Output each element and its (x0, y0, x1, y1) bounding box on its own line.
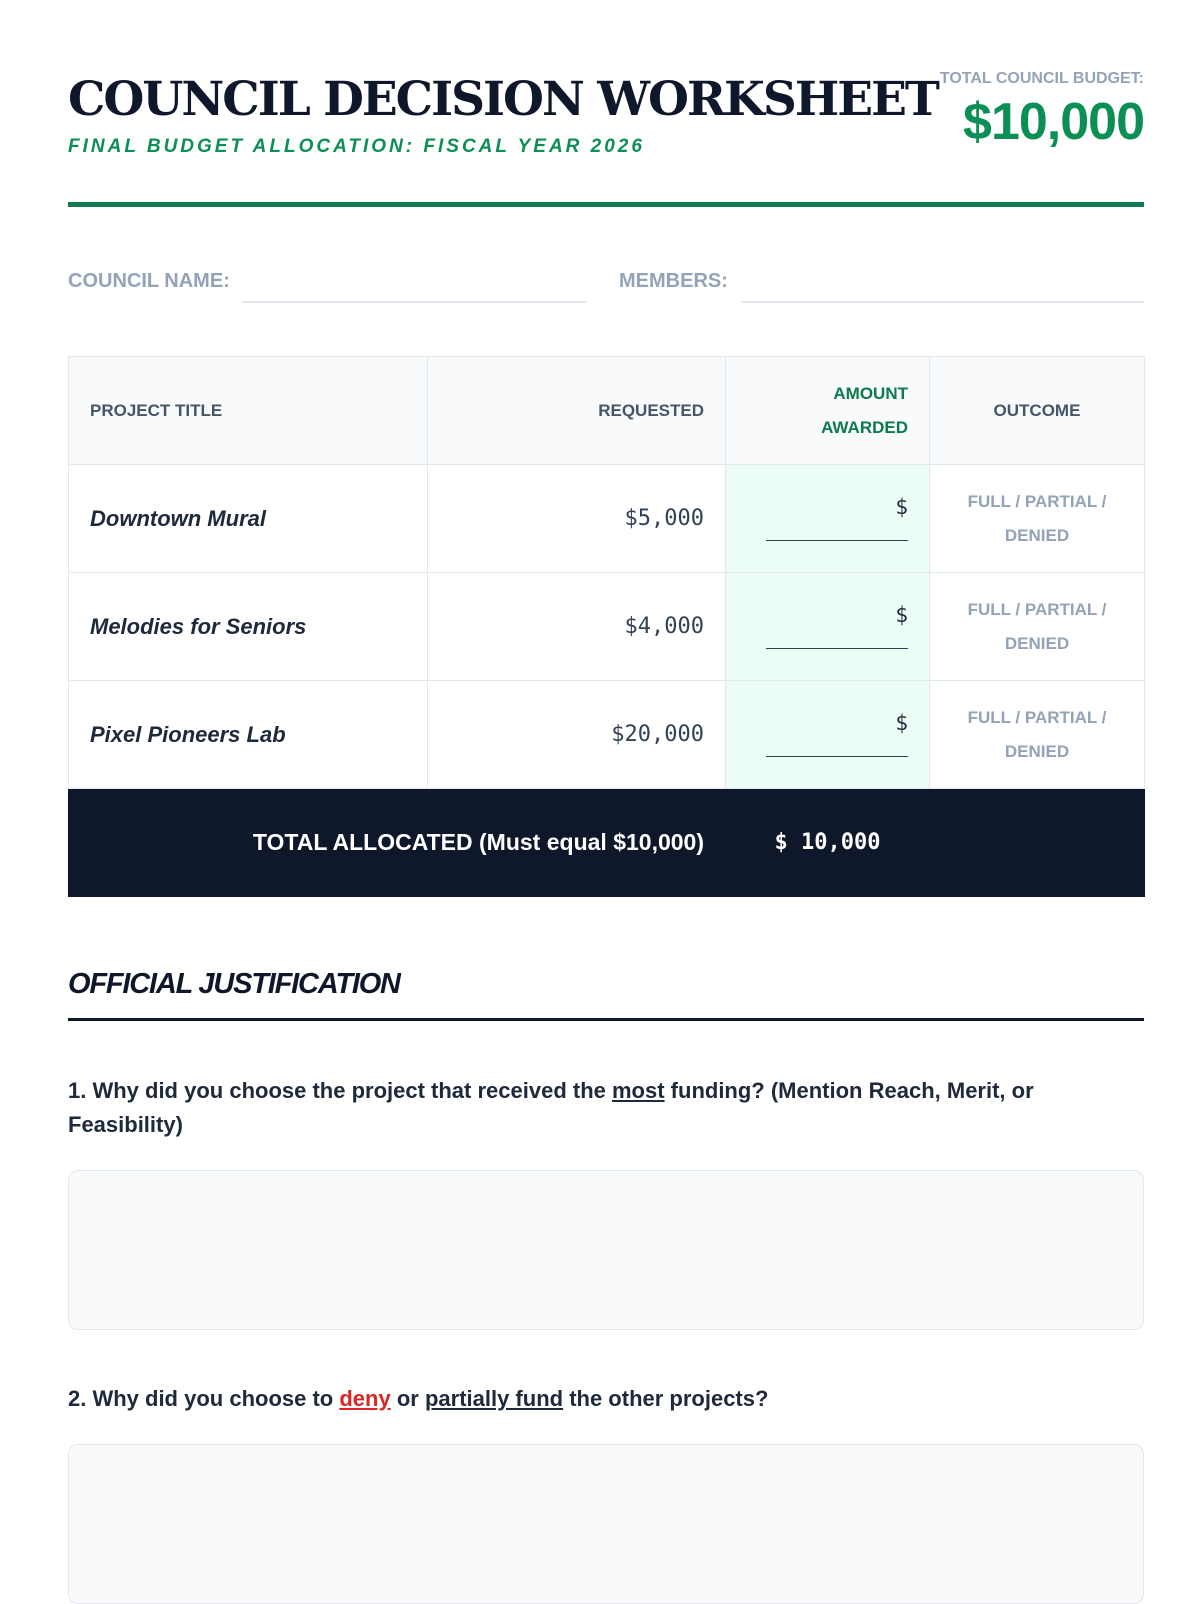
outcome-options: FULL / PARTIAL / (967, 491, 1107, 511)
question-2-text: 2. Why did you choose to (68, 1386, 340, 1411)
council-name-field[interactable] (242, 301, 586, 303)
budget-value: $10,000 (963, 93, 1144, 151)
requested-amount: $5,000 (428, 465, 726, 573)
project-title: Pixel Pioneers Lab (69, 681, 428, 789)
requested-amount: $20,000 (428, 681, 726, 789)
outcome-choice[interactable] (930, 465, 1145, 573)
column-header-project: PROJECT TITLE (69, 357, 428, 465)
question-1-emphasis: most (612, 1078, 665, 1103)
awarded-blank-line[interactable] (766, 738, 908, 757)
project-title: Melodies for Seniors (69, 573, 428, 681)
question-2-text-middle: or (390, 1386, 425, 1411)
awarded-amount-field[interactable] (726, 465, 930, 573)
project-title: Downtown Mural (69, 465, 428, 573)
total-row-spacer (930, 789, 1145, 897)
outcome-denied-option: DENIED (1004, 741, 1070, 761)
total-allocated-value: $ 10,000 (726, 789, 930, 897)
table-row (69, 465, 1145, 573)
total-row (69, 789, 1145, 897)
awarded-amount-field[interactable] (726, 573, 930, 681)
justification-title: OFFICIAL JUSTIFICATION (68, 968, 400, 1000)
worksheet-header (68, 0, 1144, 210)
outcome-denied-option: DENIED (1004, 633, 1070, 653)
column-header-awarded (726, 357, 930, 465)
awarded-amount-field[interactable] (726, 681, 930, 789)
question-2-text-end: the other projects? (563, 1386, 769, 1411)
column-header-awarded-line2: AWARDED (821, 417, 908, 437)
outcome-denied-option: DENIED (1004, 525, 1070, 545)
justification-divider (68, 1018, 1144, 1021)
question-2 (68, 1382, 1144, 1416)
column-header-awarded-line1: AMOUNT (833, 383, 908, 403)
question-1-text-end: funding? (Mention Reach, Merit, or Feasibility) (68, 1078, 1034, 1137)
page-subtitle: FINAL BUDGET ALLOCATION: FISCAL YEAR 2026 (68, 136, 645, 157)
dollar-prefix: $ (895, 602, 908, 627)
outcome-options: FULL / PARTIAL / (967, 707, 1107, 727)
column-header-outcome: OUTCOME (930, 357, 1145, 465)
members-label: MEMBERS: (619, 270, 728, 292)
outcome-choice[interactable] (930, 681, 1145, 789)
budget-label: TOTAL COUNCIL BUDGET: (939, 70, 1144, 87)
outcome-choice[interactable] (930, 573, 1145, 681)
dollar-prefix: $ (895, 710, 908, 735)
answer-box-2[interactable] (68, 1444, 1144, 1604)
council-name-label: COUNCIL NAME: (68, 270, 230, 292)
header-divider (68, 202, 1144, 207)
requested-amount: $4,000 (428, 573, 726, 681)
question-1 (68, 1074, 1144, 1142)
table-row (69, 681, 1145, 789)
outcome-options: FULL / PARTIAL / (967, 599, 1107, 619)
answer-box-1[interactable] (68, 1170, 1144, 1330)
table-row (69, 573, 1145, 681)
question-2-deny: deny (339, 1386, 391, 1411)
awarded-blank-line[interactable] (766, 630, 908, 649)
page-title: COUNCIL DECISION WORKSHEET (68, 72, 938, 127)
dollar-prefix: $ (895, 494, 908, 519)
question-1-text: 1. Why did you choose the project that received the (68, 1078, 612, 1103)
question-2-partial: partially fund (424, 1386, 564, 1411)
column-header-requested: REQUESTED (428, 357, 726, 465)
worksheet-page (68, 0, 1144, 1411)
total-allocated-label: TOTAL ALLOCATED (Must equal $10,000) (69, 789, 726, 897)
council-info (68, 262, 1144, 302)
members-field[interactable] (742, 301, 1144, 303)
table-header-row (69, 357, 1145, 465)
allocation-table (68, 356, 1145, 897)
awarded-blank-line[interactable] (766, 522, 908, 541)
